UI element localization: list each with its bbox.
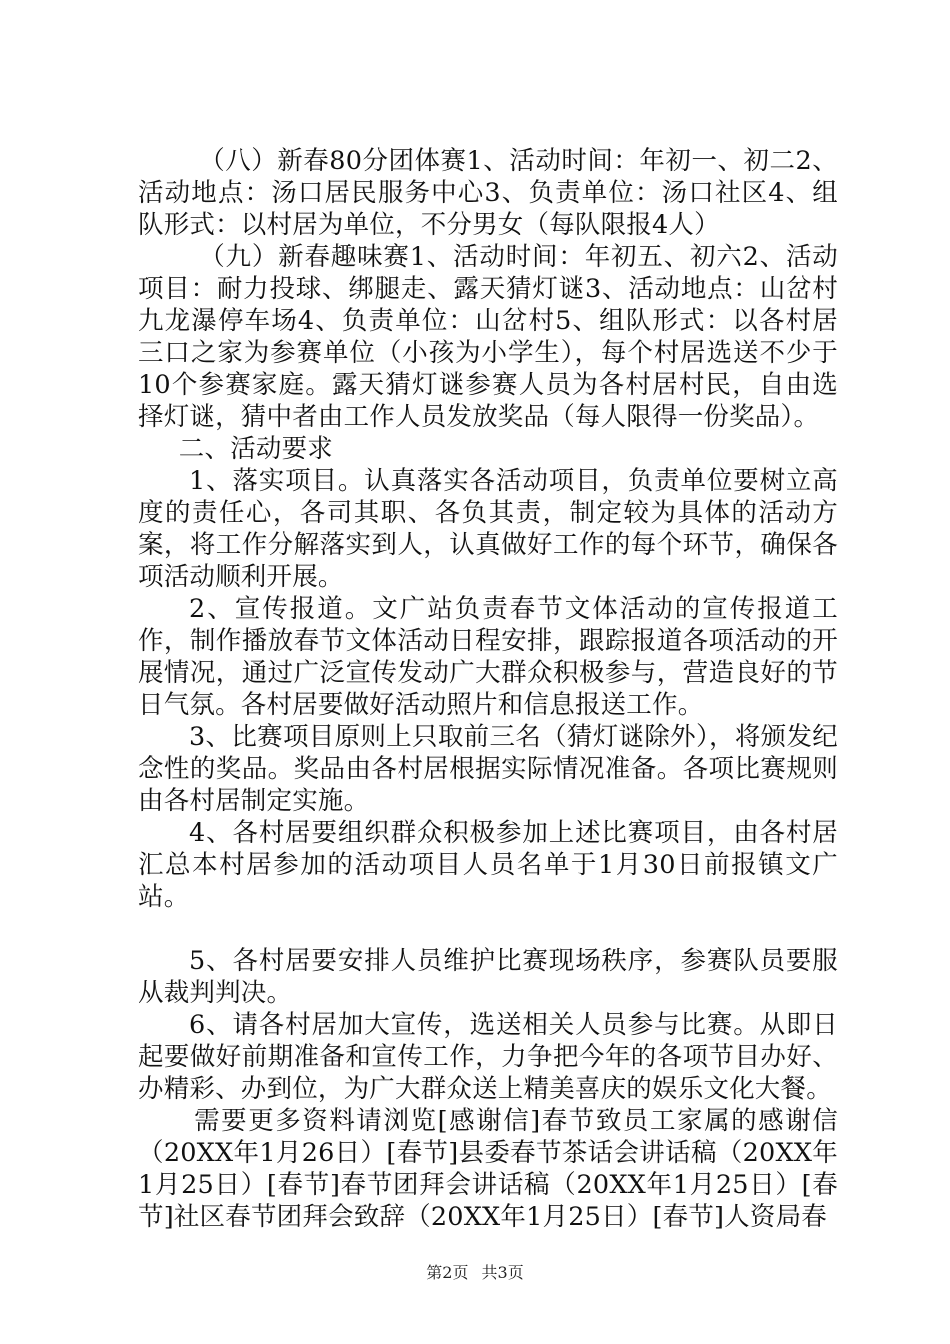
requirement-1: 1、落实项目。认真落实各活动项目，负责单位要树立高度的责任心，各司其职、各负其责，制定较为具体的活动方案，将工作分解落实到人，认真做好工作的每个环节，确保各项活动顺利开展。 [138, 466, 838, 592]
page-number: 第2页 [426, 1263, 469, 1282]
requirement-4: 4、各村居要组织群众积极参加上述比赛项目，由各村居汇总本村居参加的活动项目人员名单于1月30日前报镇文广站。 [138, 818, 838, 912]
section-heading: 二、活动要求 [178, 434, 333, 464]
requirement-5: 5、各村居要安排人员维护比赛现场秩序，参赛队员要服从裁判判决。 [138, 946, 838, 1008]
requirement-3: 3、比赛项目原则上只取前三名（猜灯谜除外），将颁发纪念性的奖品。奖品由各村居根据实际情况准备。各项比赛规则由各村居制定实施。 [138, 722, 838, 816]
more-resources-paragraph: 需要更多资料请浏览[感谢信]春节致员工家属的感谢信（20XX年1月26日）[春节]县委春节茶话会讲话稿（20XX年1月25日）[春节]春节团拜会讲话稿（20XX年1月25日）[春节]社区春节团拜会致辞（20XX年1月25日）[春节]人资局春 [138, 1106, 838, 1232]
blank-line [138, 913, 838, 945]
requirement-6: 6、请各村居加大宣传，选送相关人员参与比赛。从即日起要做好前期准备和宣传工作，力争把今年的各项节目办好、办精彩、办到位，为广大群众送上精美喜庆的娱乐文化大餐。 [138, 1010, 838, 1104]
paragraph-nine: （九）新春趣味赛1、活动时间：年初五、初六2、活动项目：耐力投球、绑腿走、露天猜灯谜3、活动地点：山岔村九龙瀑停车场4、负责单位：山岔村5、组队形式：以各村居三口之家为参赛单位（小孩为小学生），每个村居选送不少于10个参赛家庭。露天猜灯谜参赛人员为各村居村民，自由选择灯谜，猜中者由工作人员发放奖品（每人限得一份奖品）。 [138, 242, 838, 432]
page-total: 共3页 [481, 1263, 524, 1282]
page-footer [0, 1260, 950, 1283]
paragraph-eight: （八）新春80分团体赛1、活动时间：年初一、初二2、活动地点：汤口居民服务中心3、负责单位：汤口社区4、组队形式：以村居为单位，不分男女（每队限报4人） [138, 146, 838, 240]
document-body [138, 145, 838, 1233]
requirement-2: 2、宣传报道。文广站负责春节文体活动的宣传报道工作，制作播放春节文体活动日程安排，跟踪报道各项活动的开展情况，通过广泛宣传发动广大群众积极参与，营造良好的节日气氛。各村居要做好活动照片和信息报送工作。 [138, 594, 838, 720]
